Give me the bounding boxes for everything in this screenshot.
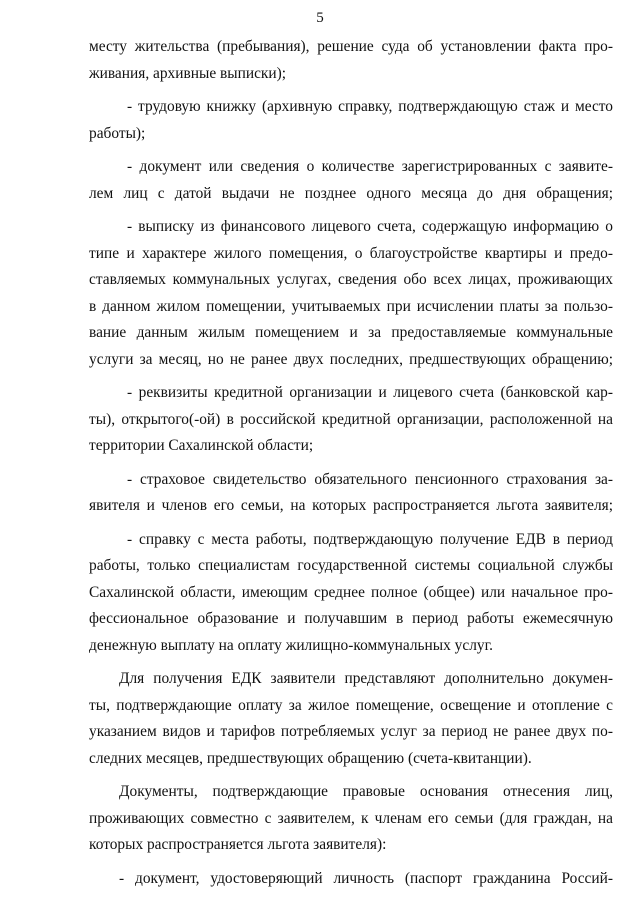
text-line: в данном жилом помещении, учитываемых при исчислении платы за пользо- — [89, 297, 613, 315]
text-line: денежную выплату на оплату жилищно-коммунальных услуг. — [89, 636, 494, 654]
text-line: Для получения ЕДК заявители представляют дополнительно докумен- — [119, 670, 613, 687]
text-line: - страховое свидетельство обязательного пенсионного страхования за- — [127, 470, 613, 488]
text-line: лем лиц с датой выдачи не позднее одного месяца до дня обращения; — [89, 184, 613, 202]
text-line: которых распространяется льгота заявителя): — [89, 836, 387, 853]
text-line: следних месяцев, предшествующих обращению (счета-квитанции). — [89, 749, 532, 767]
text-line: работы); — [89, 124, 146, 142]
text-line: Документы, подтверждающие правовые основания отнесения лиц, — [119, 783, 613, 800]
text-line: - документ или сведения о количестве зарегистрированных с заявите- — [127, 158, 613, 175]
page-number: 5 — [316, 10, 324, 26]
text-line: - справку с места работы, подтверждающую получение ЕДВ в период — [127, 530, 613, 548]
text-line: территории Сахалинской области; — [89, 437, 314, 454]
text-line: работы, только специалистам государственной системы социальной службы — [89, 557, 613, 574]
text-line: Сахалинской области, имеющим среднее полное (общее) или начальное про- — [89, 583, 613, 601]
text-line: услуги за месяц, но не ранее двух последних, предшествующих обращению; — [89, 350, 613, 368]
text-line: указанием видов и тарифов потребляемых услуг за период не ранее двух по- — [89, 723, 613, 740]
text-line: - выписку из финансового лицевого счета, содержащую информацию о — [127, 218, 613, 235]
text-line: - документ, удостоверяющий личность (паспорт гражданина Россий- — [119, 869, 613, 887]
text-line: ставляемых коммунальных услугах, сведения обо всех лицах, проживающих — [89, 271, 613, 288]
text-line: ты, подтверждающие оплату за жилое помещение, освещение и отопление с — [89, 696, 613, 714]
text-line: проживающих совместно с заявителем, к членам его семьи (для граждан, на — [89, 809, 613, 827]
text-line: живания, архивные выписки); — [89, 64, 287, 82]
text-line: ты), открытого(-ой) в российской кредитной организации, расположенной на — [89, 410, 613, 428]
text-line: явителя и членов его семьи, на которых распространяется льгота заявителя; — [89, 497, 613, 514]
text-line: - трудовую книжку (архивную справку, подтверждающую стаж и место — [127, 98, 613, 115]
text-line: типе и характере жилого помещения, о благоустройстве квартиры и предо- — [89, 244, 613, 262]
text-line: - реквизиты кредитной организации и лицевого счета (банковской кар- — [127, 384, 613, 401]
body-text — [89, 34, 613, 892]
text-line: фессиональное образование и получавшим в период работы ежемесячную — [89, 610, 613, 627]
text-line: вание данным жилым помещением и за предоставляемые коммунальные — [89, 324, 613, 341]
text-line: месту жительства (пребывания), решение суда об установлении факта про- — [89, 38, 613, 55]
